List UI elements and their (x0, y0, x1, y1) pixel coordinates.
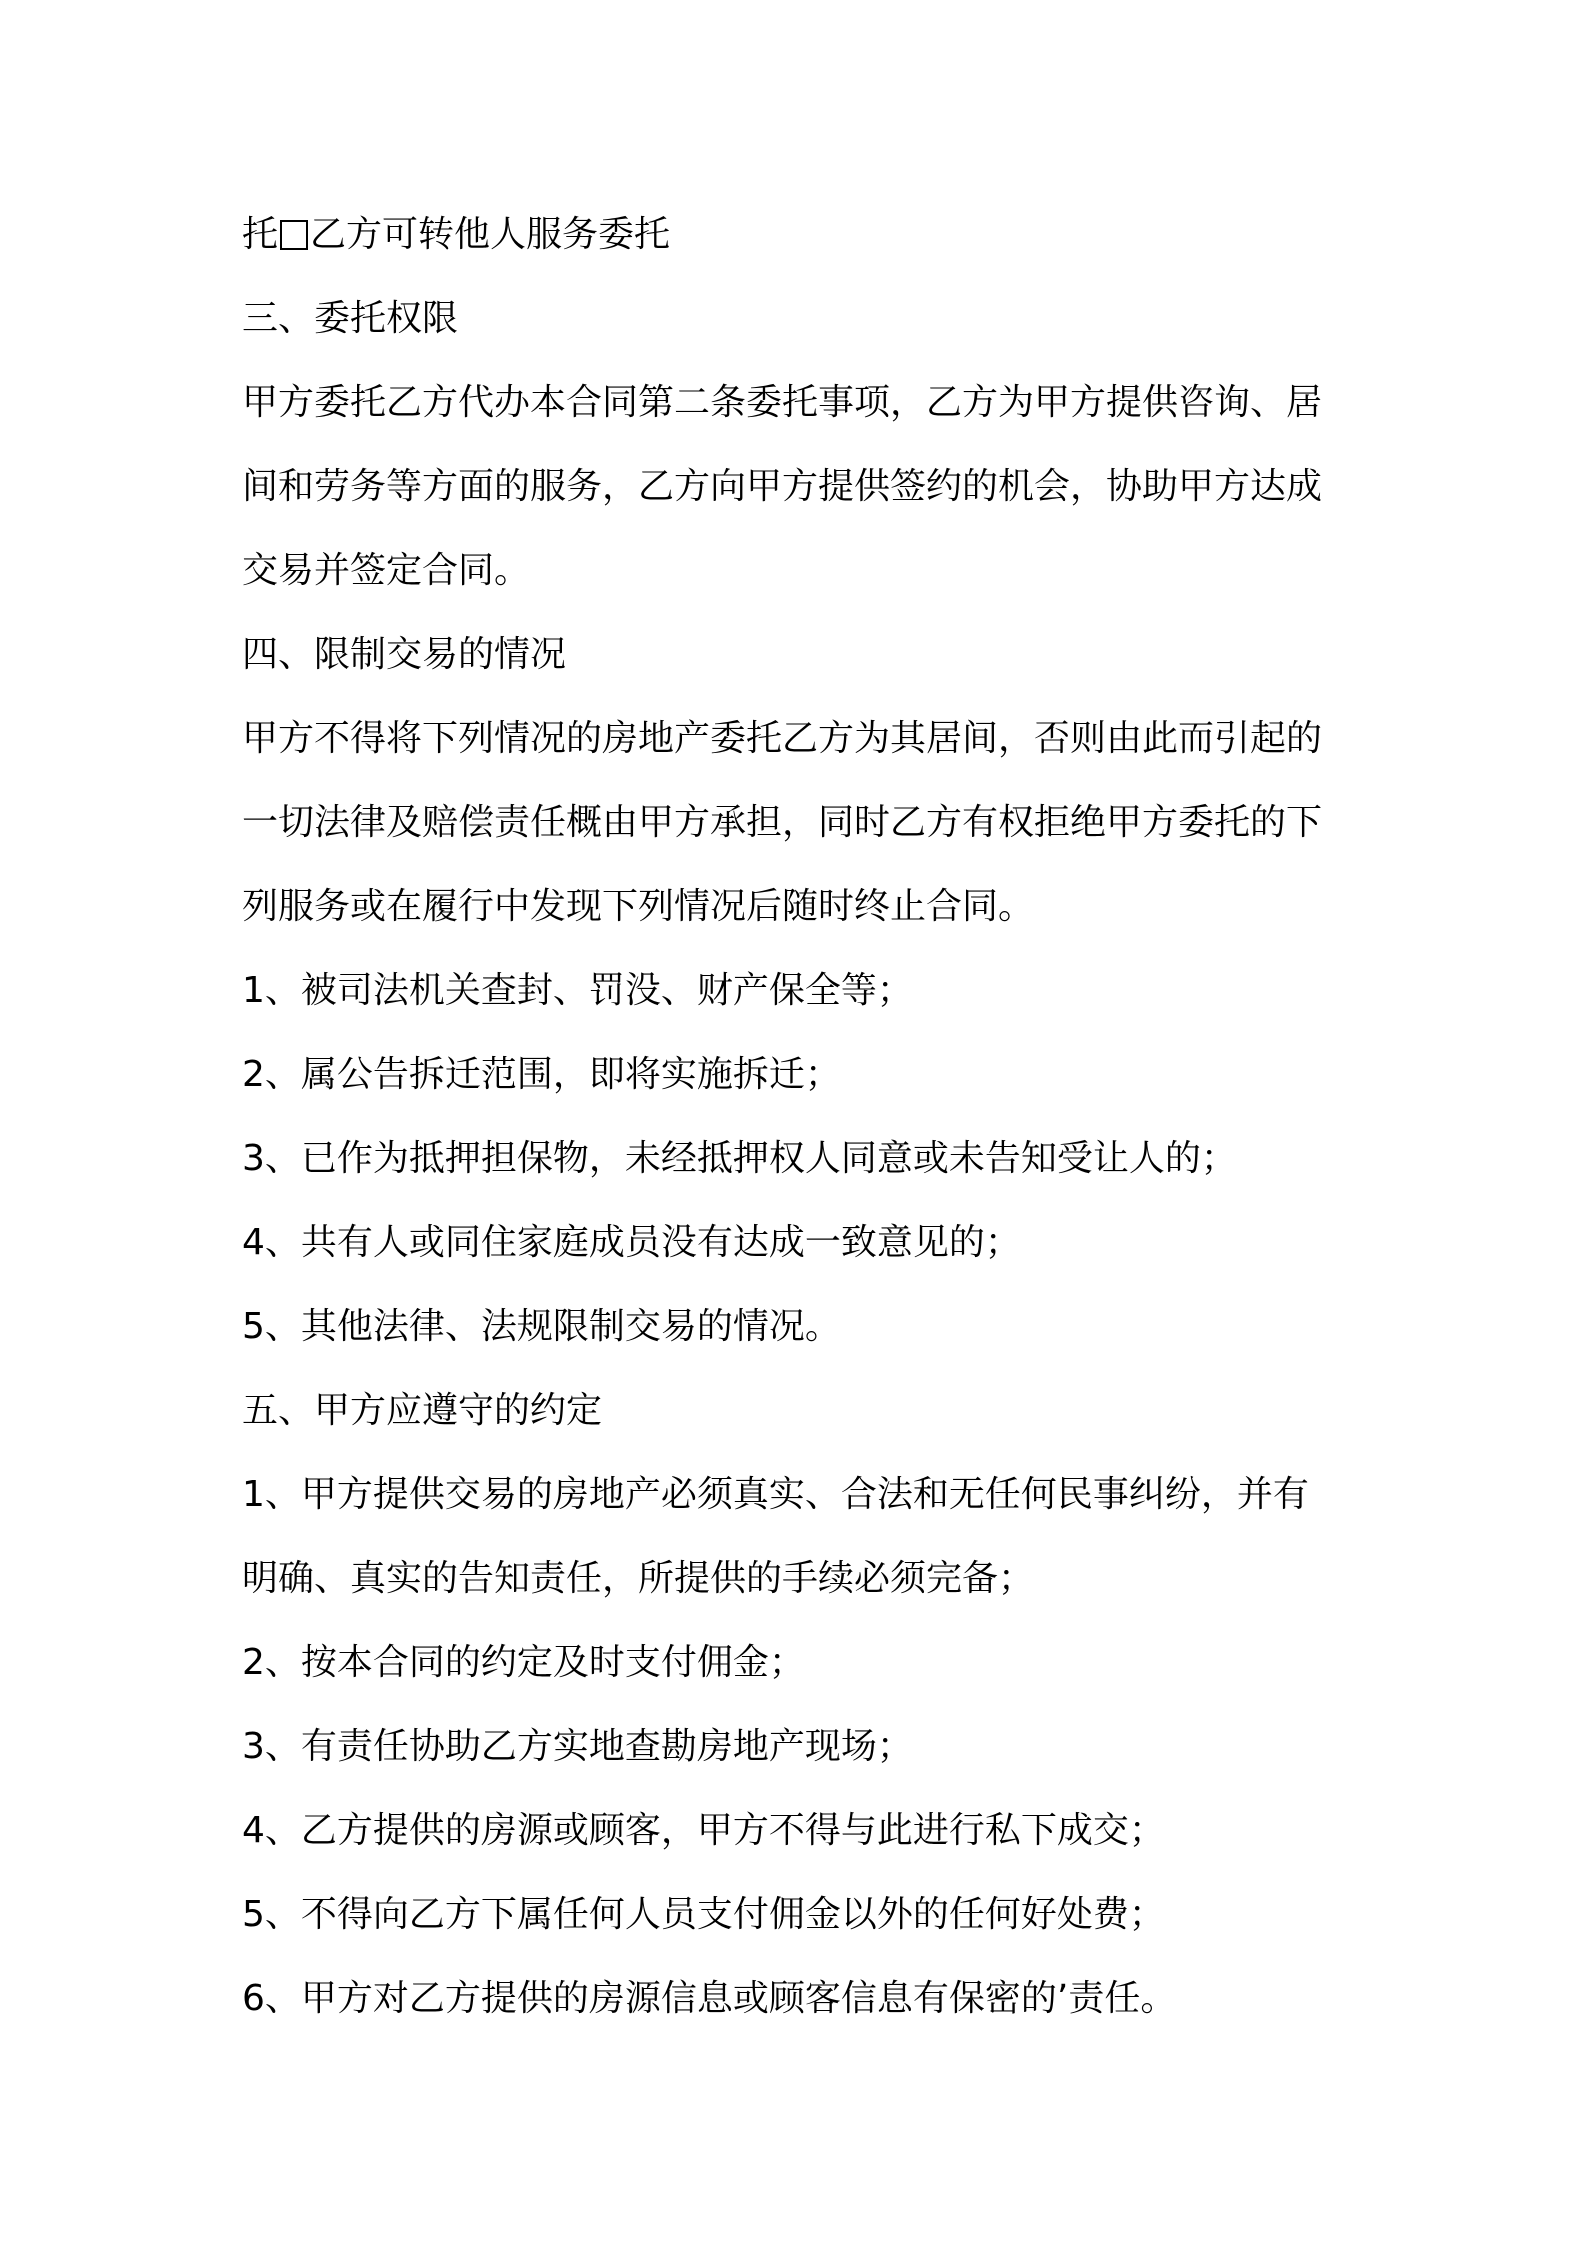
paragraph-line: 甲方委托乙方代办本合同第二条委托事项，乙方为甲方提供咨询、居 (242, 382, 1323, 423)
list-item: 4、共有人或同住家庭成员没有达成一致意见的； (242, 1222, 1021, 1263)
section-heading-4: 四、限制交易的情况 (242, 634, 567, 675)
text-fragment-before-checkbox: 托 (242, 214, 279, 255)
list-item: 6、甲方对乙方提供的房源信息或顾客信息有保密的’责任。 (242, 1978, 1177, 2019)
text-fragment-after-checkbox: 乙方可转他人服务委托 (310, 214, 671, 255)
list-item: 3、有责任协助乙方实地查勘房地产现场； (242, 1726, 913, 1767)
list-item: 1、甲方提供交易的房地产必须真实、合法和无任何民事纠纷，并有 (242, 1474, 1309, 1515)
text-line-1 (242, 193, 1362, 277)
list-item: 2、按本合同的约定及时支付佣金； (242, 1642, 805, 1683)
paragraph-line: 一切法律及赔偿责任概由甲方承担，同时乙方有权拒绝甲方委托的下 (242, 802, 1323, 843)
paragraph-line: 列服务或在履行中发现下列情况后随时终止合同。 (242, 886, 1035, 927)
document-body (242, 193, 1362, 2041)
list-item-continuation: 明确、真实的告知责任，所提供的手续必须完备； (242, 1558, 1035, 1599)
section-heading-3: 三、委托权限 (242, 298, 459, 339)
list-item: 4、乙方提供的房源或顾客，甲方不得与此进行私下成交； (242, 1810, 1165, 1851)
paragraph-line: 交易并签定合同。 (242, 550, 531, 591)
empty-checkbox-icon (280, 220, 308, 250)
list-item: 3、已作为抵押担保物，未经抵押权人同意或未告知受让人的； (242, 1138, 1237, 1179)
list-item: 5、不得向乙方下属任何人员支付佣金以外的任何好处费； (242, 1894, 1165, 1935)
paragraph-line: 甲方不得将下列情况的房地产委托乙方为其居间，否则由此而引起的 (242, 718, 1323, 759)
section-heading-5: 五、甲方应遵守的约定 (242, 1390, 603, 1431)
list-item: 5、其他法律、法规限制交易的情况。 (242, 1306, 841, 1347)
paragraph-line: 间和劳务等方面的服务，乙方向甲方提供签约的机会，协助甲方达成 (242, 466, 1323, 507)
list-item: 1、被司法机关查封、罚没、财产保全等； (242, 970, 913, 1011)
list-item: 2、属公告拆迁范围，即将实施拆迁； (242, 1054, 841, 1095)
